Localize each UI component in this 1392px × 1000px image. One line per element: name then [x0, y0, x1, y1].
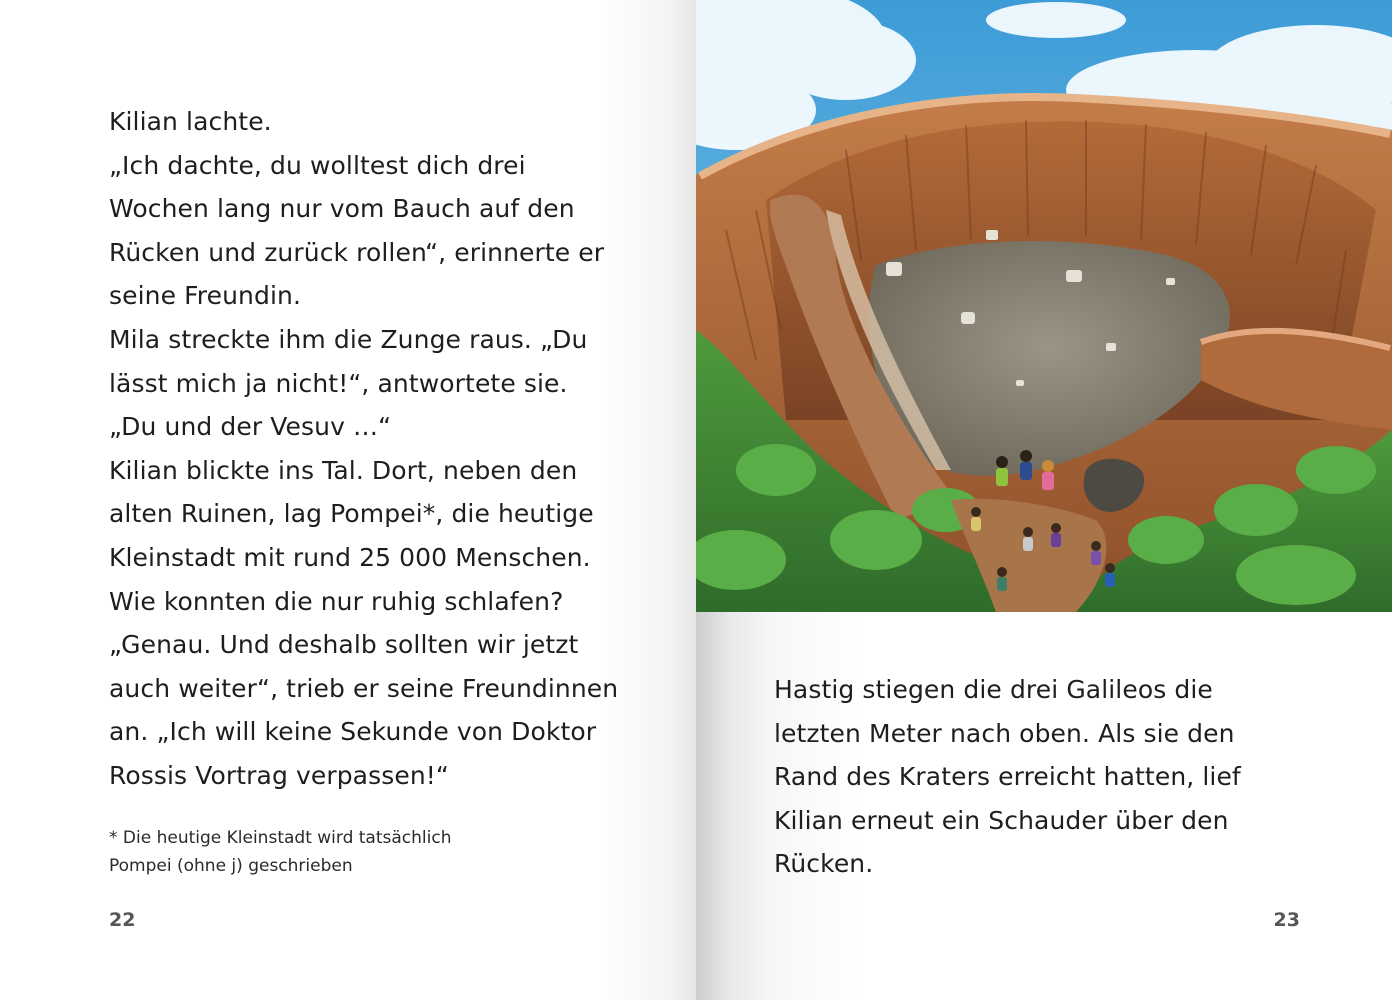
text-line: alten Ruinen, lag Pompei*, die heutige [109, 499, 594, 529]
text-line: Hastig stiegen die drei Galileos die [774, 675, 1213, 704]
text-line: auch weiter“, trieb er seine Freundinnen [109, 673, 619, 703]
text-line: „Genau. Und deshalb sollten wir jetzt [109, 630, 579, 660]
text-line: seine Freundin. [109, 281, 301, 311]
crater-illustration [696, 0, 1392, 612]
text-line: Rücken und zurück rollen“, erinnerte er [109, 237, 605, 267]
text-line: Kilian lachte. [109, 107, 272, 136]
footnote-line: Pompei (ohne j) geschrieben [109, 856, 353, 876]
text-line: an. „Ich will keine Sekunde von Doktor [109, 717, 597, 747]
text-line: letzten Meter nach oben. Als sie den [774, 718, 1235, 748]
text-line: Rücken. [774, 849, 874, 879]
page-number-right: 23 [1273, 909, 1300, 931]
right-page [696, 0, 1392, 1000]
text-line: „Du und der Vesuv …“ [109, 412, 392, 442]
text-line: lässt mich ja nicht!“, antwortete sie. [109, 368, 568, 398]
text-line: Kilian blickte ins Tal. Dort, neben den [109, 455, 578, 485]
right-page-text [774, 668, 1241, 886]
page-number-left: 22 [109, 909, 136, 931]
text-line: Wochen lang nur vom Bauch auf den [109, 194, 575, 224]
text-line: Rand des Kraters erreicht hatten, lief [774, 762, 1241, 792]
footnote [109, 824, 451, 880]
text-line: Kleinstadt mit rund 25 000 Menschen. [109, 542, 591, 572]
left-page-text [109, 100, 618, 798]
text-line: Kilian erneut ein Schauder über den [774, 805, 1229, 835]
footnote-line: * Die heutige Kleinstadt wird tatsächlich [109, 828, 452, 848]
text-line: Rossis Vortrag verpassen!“ [109, 760, 449, 790]
text-line: Mila streckte ihm die Zunge raus. „Du [109, 324, 588, 354]
text-line: Wie konnten die nur ruhig schlafen? [109, 586, 564, 616]
text-line: „Ich dachte, du wolltest dich drei [109, 150, 526, 180]
